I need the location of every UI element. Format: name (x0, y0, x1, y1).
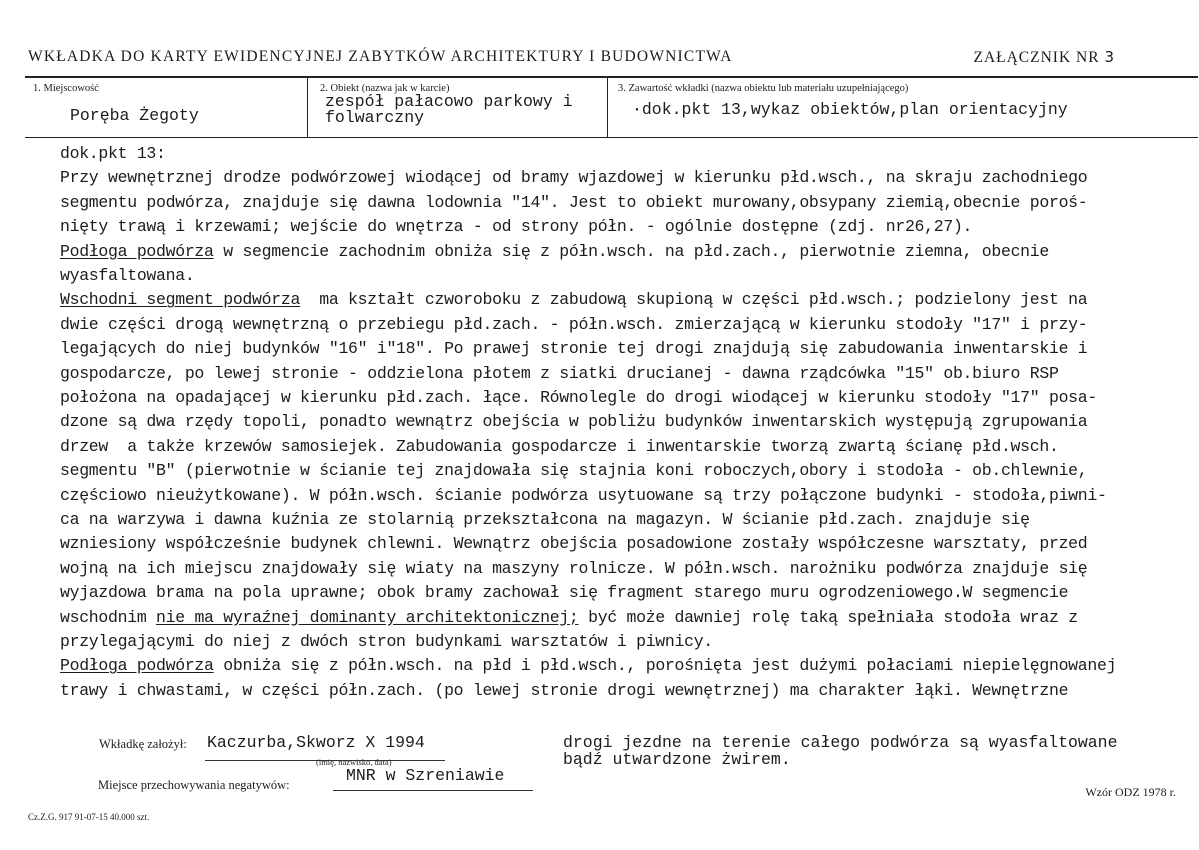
body-underlined-heading: Wschodni segment podwórza (60, 290, 301, 310)
annex-number: 3 (1104, 48, 1115, 66)
body-line (60, 144, 166, 163)
place-cell (25, 78, 307, 137)
annex-label-text: ZAŁĄCZNIK NR (973, 49, 1100, 66)
body-line-text: obniża się z półn.wsch. na płd i płd.wsch., porośnięta jest dużymi połaciami niepielęgnowanej (213, 656, 1117, 676)
body-line (60, 193, 1087, 212)
body-line (60, 534, 1087, 553)
body-line (60, 242, 1049, 261)
body-line (60, 290, 1087, 309)
body-line-text: być może dawniej rolę taką spełniała stodoła wraz z (578, 607, 1078, 627)
print-code: Cz.Z.G. 917 91-07-15 40.000 szt. (28, 812, 150, 822)
body-line (60, 583, 1068, 602)
contents-label: 3. Zawartość wkładki (nazwa obiektu lub materiału uzupełniającego) (618, 83, 909, 94)
body-line (60, 217, 972, 236)
body-line-text: ma kształt czworoboku z zabudową skupioną w części płd.wsch.; podzielony jest na (300, 290, 1088, 310)
body-line-text: wyjazdowa brama na pola uprawne; obok bramy zachował się fragment starego muru ogrodzeniowego.W segmencie (60, 583, 1069, 603)
body-line-text: wzniesiony współcześnie budynek chlewni. Wewnątrz obejścia posadowione zostały współczesne warsztaty, przed (60, 534, 1088, 554)
body-line (60, 608, 1078, 627)
body-line (60, 339, 1087, 358)
form-title: WKŁADKA DO KARTY EWIDENCYJNEJ ZABYTKÓW ARCHITEKTURY I BUDOWNICTWA (28, 48, 733, 65)
negatives-label: Miejsce przechowywania negatywów: (98, 778, 290, 792)
body-line-text: ca na warzywa i dawna kuźnia ze stolarnią przekształcona na magazyn. W ścianie płd.zach. znajduje się (60, 510, 1030, 529)
place-value: Poręba Żegoty (70, 106, 199, 125)
body-line-text: wyasfaltowana. (60, 266, 195, 285)
author-label: Wkładkę założył: (99, 737, 187, 751)
body-line-text: segmentu "B" (pierwotnie w ścianie tej znajdowała się stajnia koni roboczych,obory i stodoła - ob.chlewnie, (60, 461, 1088, 481)
body-line (60, 486, 1107, 505)
body-line-text: nięty trawą i krzewami; wejście do wnętrza - od strony półn. - ogólnie dostępne (zdj. nr26,27). (60, 217, 973, 237)
body-line (60, 412, 1087, 431)
body-line-text: położona na opadającej w kierunku płd.zach. łące. Równolegle do drogi wiodącej w kierunku stodoły "17" posa- (60, 388, 1097, 407)
body-line-lead: wschodnim (60, 607, 157, 627)
body-line-text: częściowo nieużytkowane). W półn.wsch. ścianie podwórza usytuowane są trzy połączone budynki - stodoła,piwni- (60, 485, 1107, 505)
body-line (60, 559, 1087, 578)
body-line-text: trawy i chwastami, w części półn.zach. (po lewej stronie drogi wewnętrznej) ma charakter łąki. Wewnętrzne (60, 680, 1069, 700)
body-line (60, 266, 194, 285)
body-line (60, 437, 1059, 456)
annex-label (973, 48, 1115, 67)
body-line (60, 632, 713, 651)
contents-cell (607, 78, 1199, 137)
author-value: Kaczurba,Skworz X 1994 (207, 733, 425, 752)
body-line-text: dzone są dwa rzędy topoli, ponadto wewnątrz obejścia w pobliżu budynków inwentarskich występują zgrupowania (60, 412, 1088, 432)
body-line (60, 168, 1087, 187)
body-line (60, 510, 1030, 529)
object-value: zespół pałacowo parkowy i folwarczny (325, 92, 573, 127)
body-line (60, 461, 1087, 480)
body-line-text: w segmencie zachodnim obniża się z półn.wsch. na płd.zach., pierwotnie ziemna, obecnie (213, 241, 1049, 261)
form-model: Wzór ODZ 1978 r. (1085, 785, 1176, 799)
body-underlined-heading: nie ma wyraźnej dominanty architektonicznej; (156, 607, 579, 627)
contents-value: ·dok.pkt 13,wykaz obiektów,plan orientacyjny (632, 100, 1068, 119)
body-line-text: legających do niej budynków "16" i"18". Po prawej stronie tej drogi znajdują się zabudowania inwentarskie i (60, 339, 1088, 359)
body-line (60, 315, 1087, 334)
body-line-text: przylegającymi do niej z dwóch stron budynkami warsztatów i piwnicy. (60, 632, 713, 651)
object-label: 2. Obiekt (nazwa jak w karcie) (320, 83, 450, 94)
body-line-text: dwie części drogą wewnętrzną o przebiegu płd.zach. - półn.wsch. zmierzającą w kierunku stodoły "17" i przy- (60, 314, 1088, 334)
body-line-text: drzew a także krzewów samosiejek. Zabudowania gospodarcze i inwentarskie tworzą zwartą ścianę płd.wsch. (60, 436, 1059, 456)
body-continuation-line-1: drogi jezdne na terenie całego podwórza są wyasfaltowane (563, 733, 1118, 752)
place-label: 1. Miejscowość (33, 83, 99, 94)
body-continuation-line-2: bądź utwardzone żwirem. (563, 750, 791, 769)
body-line-text: dok.pkt 13: (60, 144, 166, 163)
body-line-text: segmentu podwórza, znajduje się dawna lodownia "14". Jest to obiekt murowany,obsypany ziemią,obecnie poroś- (60, 192, 1088, 212)
body-underlined-heading: Podłoga podwórza (60, 656, 214, 676)
body-line (60, 364, 1059, 383)
body-line (60, 656, 1116, 675)
negatives-underline (333, 790, 533, 791)
object-cell (307, 78, 608, 137)
author-hint: (imię, nazwisko, data) (316, 757, 392, 767)
body-line-text: gospodarcze, po lewej stronie - oddzielona płotem z siatki drucianej - dawna rządcówka "15" ob.biuro RSP (60, 363, 1059, 383)
header-fields-table (25, 76, 1198, 138)
body-line-text: Przy wewnętrznej drodze podwórzowej wiodącej od bramy wjazdowej w kierunku płd.wsch., na skraju zachodniego (60, 168, 1088, 188)
body-line (60, 681, 1068, 700)
negatives-value: MNR w Szreniawie (346, 766, 505, 785)
body-underlined-heading: Podłoga podwórza (60, 241, 214, 261)
body-line (60, 388, 1097, 407)
body-line-text: wojną na ich miejscu znajdowały się wiaty na maszyny rolnicze. W półn.wsch. narożniku podwórza znajduje się (60, 558, 1088, 578)
